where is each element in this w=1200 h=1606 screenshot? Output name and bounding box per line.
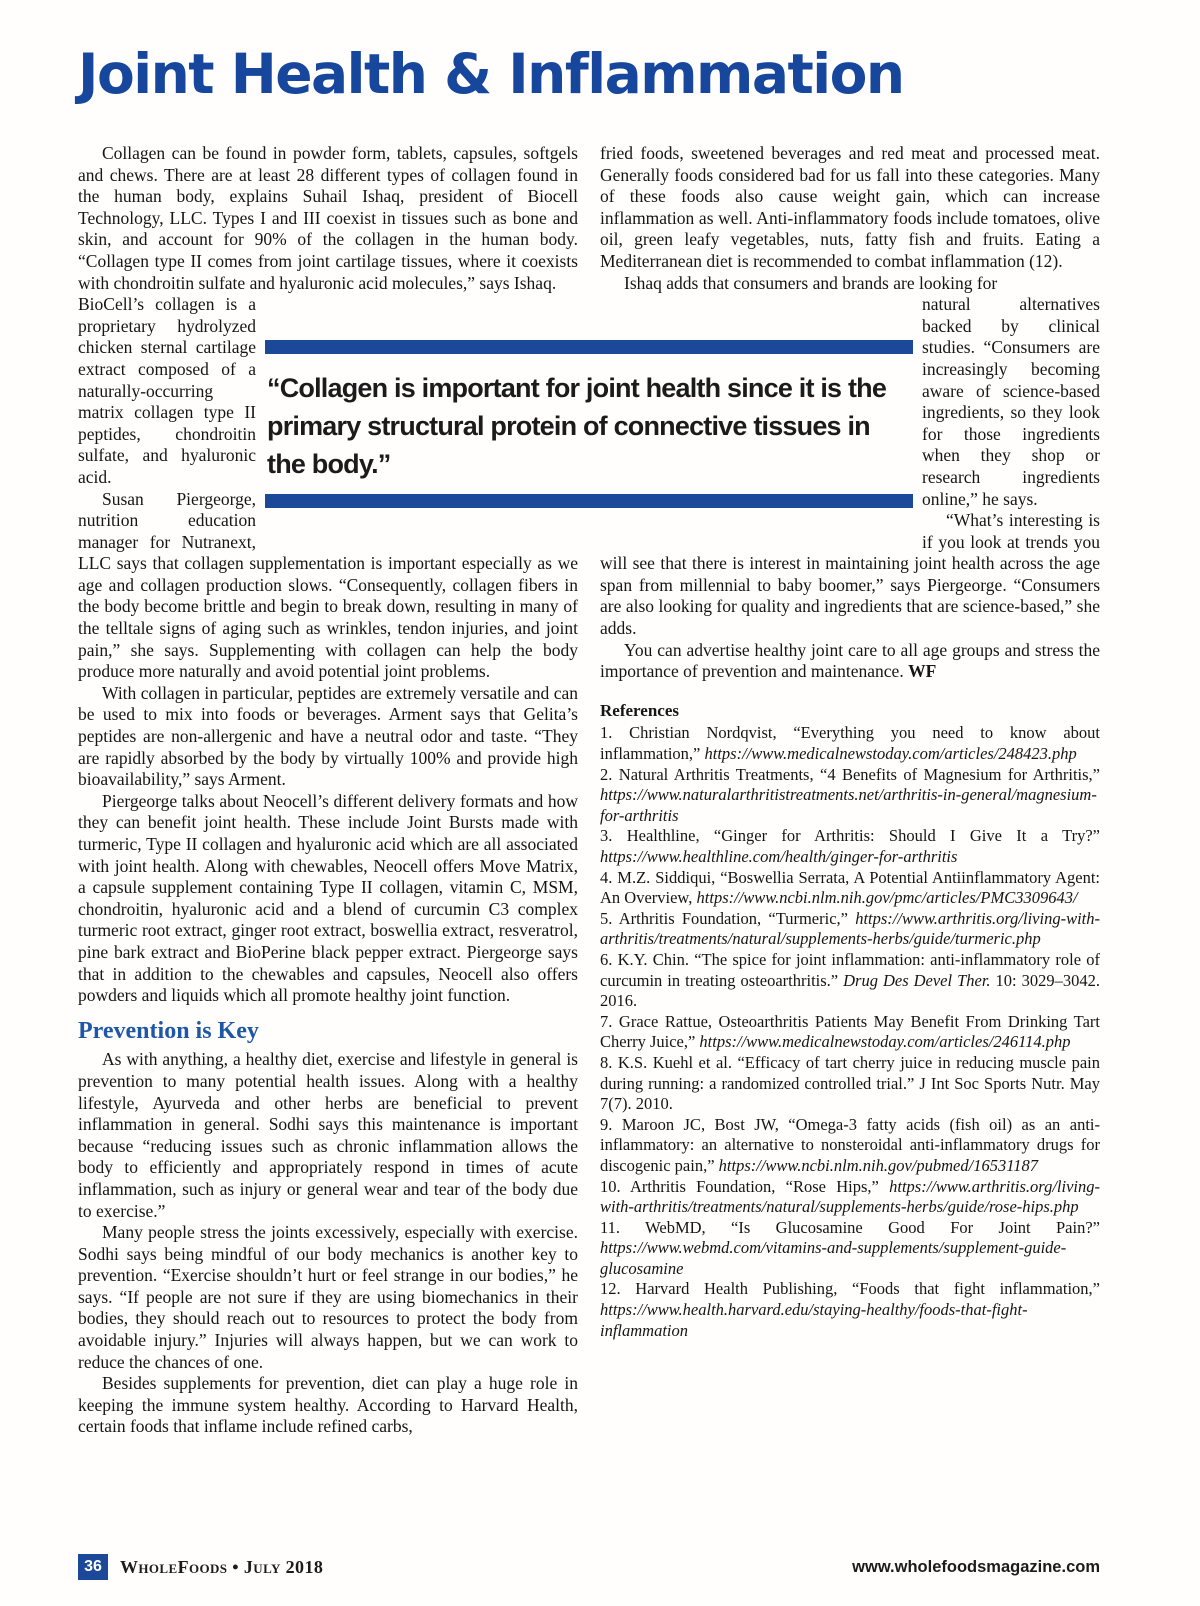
- reference-url: https://www.arthritis.org/living-with-arthritis/treatments/natural/supplements-herbs/guide/rose-hips.php: [600, 1176, 1100, 1217]
- reference-url: https://www.health.harvard.edu/staying-healthy/foods-that-fight-inflammation: [600, 1300, 1028, 1340]
- reference-item: [600, 765, 1100, 827]
- reference-text: 2. Natural Arthritis Treatments, “4 Benefits of Magnesium for Arthritis,”: [600, 764, 1100, 784]
- paragraph-advertise-conclusion: [600, 640, 1100, 683]
- pull-quote-bottom-bar: [265, 494, 913, 508]
- reference-text: 11. WebMD, “Is Glucosamine Good For Joint Pain?”: [600, 1217, 1100, 1237]
- reference-item: [600, 1012, 1100, 1053]
- paragraph-piergeorge-aging: Susan Piergeorge, nutrition education manager for Nutranext, LLC says that collagen supplementation is important especially as we age and collagen production slows. “Consequently, collagen fibers in the body become brittle and begin to break down, resulting in many of the telltale signs of aging such as wrinkles, tendon injuries, and joint pain,” she says. Supplementing with collagen can help the body produce more naturally and avoid potential joint problems.: [78, 488, 578, 682]
- paragraph-prevention-diet: As with anything, a healthy diet, exercise and lifestyle in general is prevention to many potential health issues. Along with a healthy lifestyle, Ayurveda and other herbs are beneficial to prevent inflammation in general. Sodhi says this maintenance is important because “reducing issues such as chronic inflammation allows the body to efficiently and appropriately respond in times of acute inflammation, such as injury or general wear and tear of the body due to exercise.”: [78, 1049, 578, 1221]
- reference-text: 1. Christian Nordqvist, “Everything you need to know about inflammation,”: [600, 723, 1100, 764]
- reference-url: https://www.webmd.com/vitamins-and-supplements/supplement-guide-glucosamine: [600, 1238, 1067, 1278]
- conclusion-text: You can advertise healthy joint care to all age groups and stress the importance of prevention and maintenance.: [600, 639, 1100, 682]
- reference-item: [600, 1177, 1100, 1218]
- paragraph-immune-foods: Besides supplements for prevention, diet can play a huge role in keeping the immune system healthy. According to Harvard Health, certain foods that inflame include refined carbs,: [78, 1373, 578, 1437]
- reference-url: https://www.medicalnewstoday.com/articles/246114.php: [699, 1032, 1071, 1052]
- page-footer: [78, 1554, 1100, 1580]
- reference-text: 6. K.Y. Chin. “The spice for joint inflammation: anti-inflammatory role of curcumin in treating osteoarthritis.”: [600, 949, 1100, 990]
- reference-text: 5. Arthritis Foundation, “Turmeric,”: [600, 908, 856, 928]
- pull-quote-text: “Collagen is important for joint health since it is the primary structural protein of connective tissues in the body.”: [267, 373, 887, 479]
- reference-url: https://www.ncbi.nlm.nih.gov/pubmed/16531187: [718, 1155, 1038, 1175]
- reference-url: https://www.naturalarthritistreatments.net/arthritis-in-general/magnesium-for-arthritis: [600, 785, 1097, 825]
- page-title: Joint Health & Inflammation: [78, 42, 904, 106]
- reference-item: [600, 950, 1100, 1012]
- reference-item: [600, 1279, 1100, 1341]
- reference-text: 10. Arthritis Foundation, “Rose Hips,”: [600, 1176, 890, 1196]
- wf-end-mark: WF: [908, 661, 937, 682]
- paragraph-collagen-forms: Collagen can be found in powder form, tablets, capsules, softgels and chews. There are at least 28 different types of collagen found in the human body, explains Suhail Ishaq, president of Biocell Technology, LLC. Types I and III coexist in tissues such as bone and skin, and account for 90% of the collagen in the human body. “Collagen type II comes from joint cartilage tissues, where it coexists with chondroitin sulfate and hyaluronic acid molecules,” says Ishaq.: [78, 143, 578, 293]
- reference-text: 8. K.S. Kuehl et al. “Efficacy of tart cherry juice in reducing muscle pain during running: a randomized controlled trial.” J Int Soc Sports Nutr. May 7(7). 2010.: [600, 1052, 1100, 1114]
- reference-item: [600, 909, 1100, 950]
- reference-url: https://www.healthline.com/health/ginger-for-arthritis: [600, 847, 958, 866]
- paragraph-natural-alternatives: natural alternatives backed by clinical studies. “Consumers are increasingly becoming aware of science-based ingredients, so they look for those ingredients when they shop or research ingredients online,” he says.: [922, 294, 1100, 509]
- pull-quote-top-bar: [265, 340, 913, 354]
- paragraph-biocell-collagen: BioCell’s collagen is a proprietary hydrolyzed chicken sternal cartilage extract composed of a naturally-occurring matrix collagen type II peptides, chondroitin sulfate, and hyaluronic acid.: [78, 294, 256, 487]
- pull-quote: [265, 340, 913, 508]
- reference-text: 3. Healthline, “Ginger for Arthritis: Should I Give It a Try?”: [600, 826, 1100, 846]
- right-column: [600, 143, 1100, 1341]
- reference-item: [600, 868, 1100, 909]
- paragraph-peptides-versatile: With collagen in particular, peptides are extremely versatile and can be used to mix into foods or beverages. Arment says that Gelita’s peptides are non-allergenic and have a neutral odor and taste. “They are rapidly absorbed by the body by virtually 100% and provide high bioavailability,” says Arment.: [78, 682, 578, 790]
- reference-item: [600, 826, 1100, 867]
- reference-text: 12. Harvard Health Publishing, “Foods that fight inflammation,”: [600, 1279, 1100, 1299]
- paragraph-exercise-mechanics: Many people stress the joints excessively, especially with exercise. Sodhi says being mindful of our body mechanics is another key to prevention. “Exercise shouldn’t hurt or feel strange in our bodies,” he says. “If people are not sure if they are using biomechanics in their bodies, they should reach out to resources to protect the body from avoidable injury.” Injuries will always happen, but we can work to reduce the chances of one.: [78, 1222, 578, 1372]
- reference-url: https://www.medicalnewstoday.com/articles/248423.php: [704, 744, 1077, 764]
- paragraph-inflammatory-foods: fried foods, sweetened beverages and red meat and processed meat. Generally foods considered bad for us fall into these categories. Many of these foods also cause weight gain, which can increase inflammation as well. Anti-inflammatory foods include tomatoes, olive oil, green leafy vegetables, nuts, fatty fish and fruits. Eating a Mediterranean diet is recommended to combat inflammation (12).: [600, 143, 1100, 271]
- magazine-name: WholeFoods • July 2018: [120, 1556, 324, 1577]
- paragraph-trends-joint-health: “What’s interesting is if you look at trends you will see that there is interest in maintaining joint health across the age span from millennial to baby boomer,” says Piergeorge. “Consumers are also looking for quality and ingredients that are science-based,” she adds.: [600, 510, 1100, 639]
- reference-text: 4. M.Z. Siddiqui, “Boswellia Serrata, A Potential Antiinflammatory Agent: An Overview,: [600, 867, 1100, 908]
- reference-text: 10: 3029–3042. 2016.: [600, 970, 1100, 1011]
- reference-url: Drug Des Devel Ther.: [843, 970, 991, 990]
- left-column: [78, 143, 578, 1438]
- reference-item: [600, 1115, 1100, 1177]
- section-heading-prevention: Prevention is Key: [78, 1017, 259, 1044]
- reference-text: 7. Grace Rattue, Osteoarthritis Patients May Benefit From Drinking Tart Cherry Juice,”: [600, 1011, 1100, 1052]
- paragraph-natural-alternatives-lead: Ishaq adds that consumers and brands are looking for: [624, 272, 998, 293]
- reference-item: [600, 1218, 1100, 1280]
- reference-text: 9. Maroon JC, Bost JW, “Omega-3 fatty acids (fish oil) as an anti-inflammatory: an alternative to nonsteroidal anti-inflammatory drugs for discogenic pain,”: [600, 1114, 1100, 1175]
- reference-item: [600, 723, 1100, 764]
- paragraph-neocell-formats: Piergeorge talks about Neocell’s different delivery formats and how they can benefit joint health. These include Joint Bursts made with turmeric, Type II collagen and hyaluronic acid which are all associated with joint health. Along with chewables, Neocell offers Move Matrix, a capsule supplement containing Type II collagen, vitamin C, MSM, chondroitin, hyaluronic acid and a blend of curcumin C3 complex turmeric root extract, ginger root extract, boswellia extract, resveratrol, pine bark extract and BioPerine black pepper extract. Piergeorge says that in addition to the chewables and capsules, Neocell also offers powders and liquids which all promote healthy joint function.: [78, 790, 578, 1006]
- reference-item: [600, 1053, 1100, 1115]
- reference-url: https://www.ncbi.nlm.nih.gov/pmc/articles/PMC3309643/: [696, 888, 1078, 908]
- reference-url: https://www.arthritis.org/living-with-arthritis/treatments/natural/supplements-herbs/guide/turmeric.php: [600, 908, 1100, 949]
- references-heading: References: [600, 700, 679, 720]
- magazine-website: www.wholefoodsmagazine.com: [852, 1557, 1100, 1576]
- page-number-badge: 36: [78, 1554, 108, 1580]
- references-list: [600, 723, 1100, 1341]
